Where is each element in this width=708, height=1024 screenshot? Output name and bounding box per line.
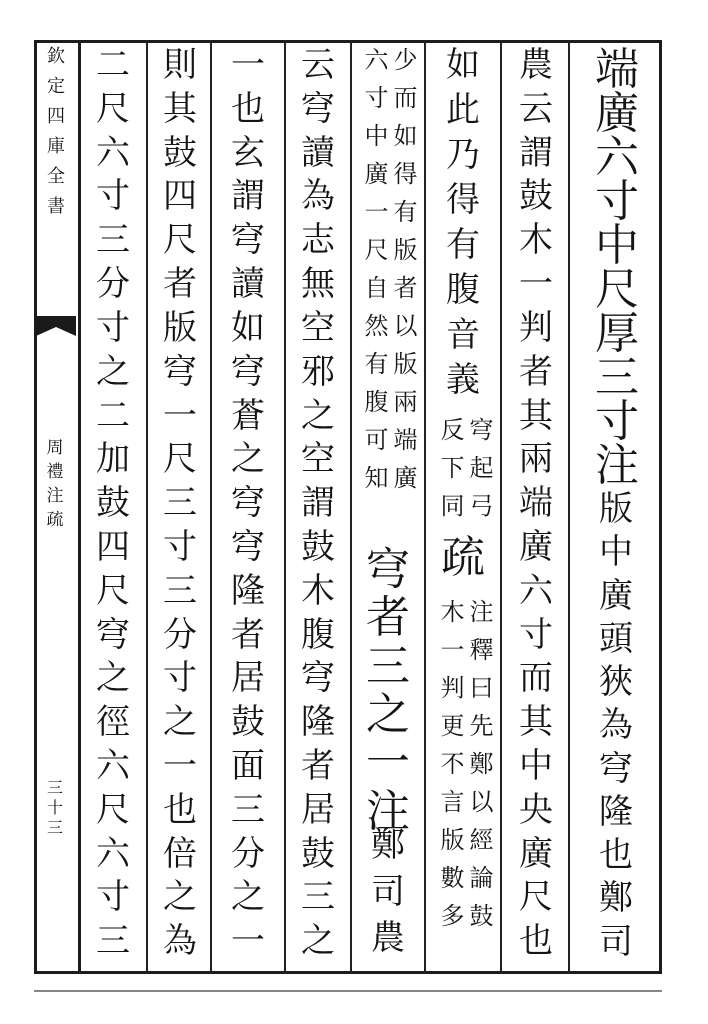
glyph: 曰 [469, 674, 494, 702]
glyph: 之 [96, 351, 130, 392]
glyph: 自 [364, 274, 389, 302]
glyph: 之 [163, 702, 197, 743]
glyph: 鄭 [371, 825, 405, 865]
note-right-line [467, 600, 496, 968]
glyph: 鼓 [231, 702, 265, 743]
glyph: 疏 [46, 510, 64, 530]
glyph: 一 [231, 45, 265, 85]
column-rule [210, 40, 212, 974]
glyph: 欽 [47, 46, 65, 67]
glyph: 鼓 [469, 902, 494, 930]
glyph: 廣 [519, 833, 553, 874]
glyph: 四 [47, 106, 65, 127]
note-left-line [438, 600, 467, 968]
glyph: 得 [446, 180, 480, 220]
glyph: 玄 [231, 132, 265, 173]
glyph: 寸 [519, 614, 553, 655]
glyph: 如 [393, 122, 418, 150]
glyph: 端 [393, 426, 418, 454]
glyph: 穹 [469, 416, 494, 444]
glyph: 也 [519, 921, 553, 962]
glyph: 少 [393, 46, 418, 74]
glyph: 司 [599, 921, 633, 962]
glyph: 禮 [46, 462, 64, 482]
glyph: 倍 [163, 833, 197, 874]
glyph: 廣 [599, 575, 633, 616]
text-column-5 [290, 45, 346, 968]
column-rule [568, 40, 570, 974]
glyph: 尺 [96, 570, 130, 611]
glyph: 鄭 [469, 750, 494, 778]
glyph: 則 [163, 45, 197, 85]
glyph: 加 [96, 439, 130, 480]
glyph: 此 [446, 90, 480, 130]
note-left-line [438, 418, 467, 538]
glyph: 為 [301, 176, 335, 217]
glyph: 分 [231, 833, 265, 874]
glyph: 也 [231, 88, 265, 129]
glyph: 注 [469, 598, 494, 626]
glyph: 寸 [595, 176, 639, 227]
glyph: 之 [301, 921, 335, 962]
glyph: 釋 [469, 636, 494, 664]
glyph: 鼓 [301, 833, 335, 874]
glyph: 其 [163, 88, 197, 129]
glyph: 周 [46, 438, 64, 458]
glyph: 腹 [364, 388, 389, 416]
glyph: 隆 [301, 702, 335, 743]
glyph: 鼓 [96, 483, 130, 524]
glyph: 三 [231, 789, 265, 830]
glyph: 三 [96, 220, 130, 261]
glyph: 四 [96, 526, 130, 567]
glyph: 一 [519, 264, 553, 305]
glyph: 其 [519, 395, 553, 436]
glyph: 為 [163, 921, 197, 962]
glyph: 隆 [231, 570, 265, 611]
glyph: 論 [469, 864, 494, 892]
glyph: 央 [519, 789, 553, 830]
text-column-1-commentary [588, 489, 644, 968]
glyph: 司 [371, 871, 405, 912]
glyph: 謂 [231, 176, 265, 217]
glyph: 寸 [163, 526, 197, 567]
column-rule [350, 40, 352, 974]
glyph: 尺 [364, 236, 389, 264]
glyph: 六 [96, 746, 130, 786]
glyph: 為 [599, 705, 633, 746]
note-left-line [362, 48, 391, 548]
glyph: 乃 [446, 135, 480, 175]
glyph: 三 [366, 640, 410, 692]
glyph: 中 [364, 122, 389, 150]
text-column-1-main [582, 44, 652, 491]
glyph: 六 [96, 132, 130, 173]
glyph: 數 [440, 864, 465, 892]
glyph: 六 [96, 833, 130, 874]
glyph: 一 [440, 636, 465, 664]
glyph: 一 [231, 921, 265, 962]
glyph: 蒼 [231, 395, 265, 436]
glyph: 三 [595, 352, 639, 403]
glyph: 之 [301, 395, 335, 436]
glyph: 空 [301, 439, 335, 480]
glyph: 如 [446, 45, 480, 85]
glyph: 寸 [595, 396, 639, 447]
glyph: 寸 [96, 307, 130, 348]
glyph: 者 [393, 274, 418, 302]
glyph: 六 [595, 132, 639, 183]
glyph: 腹 [301, 614, 335, 655]
glyph: 尺 [163, 439, 197, 480]
glyph: 頭 [599, 618, 633, 659]
glyph: 三 [46, 818, 63, 837]
glyph: 端 [519, 483, 553, 524]
text-column-2 [508, 45, 564, 968]
glyph: 二 [96, 395, 130, 436]
glyph: 尺 [163, 220, 197, 261]
glyph: 也 [163, 789, 197, 830]
glyph: 面 [231, 746, 265, 786]
text-column-4-subcommentary [356, 48, 420, 548]
glyph: 者 [519, 351, 553, 392]
glyph: 分 [163, 614, 197, 655]
note-right-line [467, 418, 496, 538]
column-rule [284, 40, 286, 974]
text-column-3-phonetic-note [434, 418, 496, 538]
glyph: 中 [599, 532, 633, 573]
glyph: 起 [469, 454, 494, 482]
glyph: 三 [301, 877, 335, 918]
glyph: 六 [364, 46, 389, 74]
glyph: 版 [163, 307, 197, 348]
glyph: 注 [366, 785, 410, 837]
glyph: 云 [519, 88, 553, 129]
glyph: 一 [364, 198, 389, 226]
glyph: 經 [469, 826, 494, 854]
glyph: 徑 [96, 702, 130, 743]
glyph: 反 [440, 416, 465, 444]
text-column-3-commentary [432, 45, 494, 408]
glyph: 者 [163, 264, 197, 305]
glyph: 版 [440, 826, 465, 854]
glyph: 不 [440, 750, 465, 778]
glyph: 尺 [96, 88, 130, 129]
text-column-3-subcommentary-marker [432, 532, 494, 596]
glyph: 廣 [364, 160, 389, 188]
glyph: 下 [440, 454, 465, 482]
glyph: 鼓 [163, 132, 197, 173]
glyph: 農 [519, 45, 553, 85]
text-column-4-commentary [360, 825, 416, 968]
glyph: 三 [46, 778, 63, 797]
glyph: 邪 [301, 351, 335, 392]
glyph: 穹 [96, 614, 130, 655]
glyph: 農 [371, 918, 405, 959]
glyph: 判 [519, 307, 553, 348]
book-title [40, 440, 70, 536]
glyph: 者 [301, 746, 335, 786]
bottom-edge-line [34, 990, 662, 992]
glyph: 之 [163, 877, 197, 918]
glyph: 寸 [96, 877, 130, 918]
glyph: 尺 [595, 264, 639, 315]
glyph: 穹 [301, 88, 335, 129]
glyph: 端 [595, 44, 639, 95]
glyph: 多 [440, 902, 465, 930]
glyph: 二 [96, 45, 130, 85]
glyph: 義 [446, 360, 480, 400]
glyph: 謂 [519, 132, 553, 173]
glyph: 廣 [519, 526, 553, 567]
text-column-3-subcommentary [434, 600, 496, 968]
glyph: 居 [301, 789, 335, 830]
glyph: 注 [46, 486, 64, 506]
glyph: 其 [519, 702, 553, 743]
glyph: 中 [519, 746, 553, 786]
note-right-line [391, 48, 420, 548]
glyph: 有 [364, 350, 389, 378]
glyph: 庫 [47, 136, 65, 157]
glyph: 如 [231, 307, 265, 348]
glyph: 木 [301, 570, 335, 611]
glyph: 謂 [301, 483, 335, 524]
glyph: 之 [231, 877, 265, 918]
glyph: 云 [301, 45, 335, 85]
glyph: 志 [301, 220, 335, 261]
glyph: 穹 [231, 351, 265, 392]
glyph: 寸 [163, 658, 197, 699]
column-rule [146, 40, 148, 974]
glyph: 者 [366, 592, 410, 644]
glyph: 以 [469, 788, 494, 816]
text-column-4-main [356, 544, 420, 838]
glyph: 書 [47, 196, 65, 217]
glyph: 言 [440, 788, 465, 816]
glyph: 無 [301, 264, 335, 305]
glyph: 尺 [519, 877, 553, 918]
glyph: 穹 [231, 483, 265, 524]
glyph: 讀 [231, 264, 265, 305]
column-rule [424, 40, 426, 974]
page-number [40, 780, 70, 840]
glyph: 三 [96, 921, 130, 962]
glyph: 弓 [469, 492, 494, 520]
glyph: 木 [440, 598, 465, 626]
glyph: 穹 [366, 544, 410, 595]
glyph: 而 [519, 658, 553, 699]
glyph: 得 [393, 160, 418, 188]
glyph: 寸 [364, 84, 389, 112]
glyph: 同 [440, 492, 465, 520]
glyph: 也 [599, 835, 633, 876]
glyph: 一 [366, 737, 410, 789]
glyph: 疏 [441, 532, 485, 583]
glyph: 六 [519, 570, 553, 611]
glyph: 隆 [599, 791, 633, 832]
glyph: 之 [366, 688, 410, 740]
glyph: 穹 [301, 658, 335, 699]
glyph: 判 [440, 674, 465, 702]
glyph: 者 [231, 614, 265, 655]
glyph: 更 [440, 712, 465, 740]
glyph: 兩 [393, 388, 418, 416]
glyph: 注 [595, 440, 639, 491]
glyph: 鼓 [519, 176, 553, 217]
glyph: 音 [446, 315, 480, 355]
glyph: 鼓 [301, 526, 335, 567]
glyph: 讀 [301, 132, 335, 173]
glyph: 知 [364, 464, 389, 492]
margin-rule [78, 40, 81, 974]
glyph: 尺 [96, 789, 130, 830]
glyph: 腹 [446, 270, 480, 310]
glyph: 穹 [599, 748, 633, 789]
glyph: 鄭 [599, 878, 633, 919]
glyph: 之 [96, 658, 130, 699]
glyph: 之 [231, 439, 265, 480]
glyph: 然 [364, 312, 389, 340]
glyph: 穹 [163, 351, 197, 392]
glyph: 十 [46, 798, 63, 817]
glyph: 版 [393, 350, 418, 378]
glyph: 厚 [595, 308, 639, 359]
glyph: 而 [393, 84, 418, 112]
glyph: 版 [393, 236, 418, 264]
glyph: 三 [163, 483, 197, 524]
glyph: 狹 [599, 662, 633, 703]
glyph: 可 [364, 426, 389, 454]
glyph: 分 [96, 264, 130, 305]
glyph: 穹 [231, 526, 265, 567]
edition-title [34, 48, 78, 228]
glyph: 有 [446, 225, 480, 265]
glyph: 中 [595, 220, 639, 271]
glyph: 先 [469, 712, 494, 740]
glyph: 以 [393, 312, 418, 340]
column-rule [500, 40, 502, 974]
glyph: 兩 [519, 439, 553, 480]
text-column-8 [84, 45, 142, 968]
text-column-7 [152, 45, 208, 968]
glyph: 廣 [393, 464, 418, 492]
glyph: 木 [519, 220, 553, 261]
glyph: 寸 [96, 176, 130, 217]
glyph: 全 [47, 166, 65, 187]
glyph: 定 [47, 76, 65, 97]
text-column-6 [218, 45, 278, 968]
glyph: 空 [301, 307, 335, 348]
glyph: 有 [393, 198, 418, 226]
glyph: 居 [231, 658, 265, 699]
glyph: 三 [163, 570, 197, 611]
glyph: 一 [163, 746, 197, 786]
glyph: 廣 [595, 88, 639, 139]
glyph: 四 [163, 176, 197, 217]
glyph: 版 [599, 489, 633, 529]
glyph: 一 [163, 395, 197, 436]
glyph: 穹 [231, 220, 265, 261]
